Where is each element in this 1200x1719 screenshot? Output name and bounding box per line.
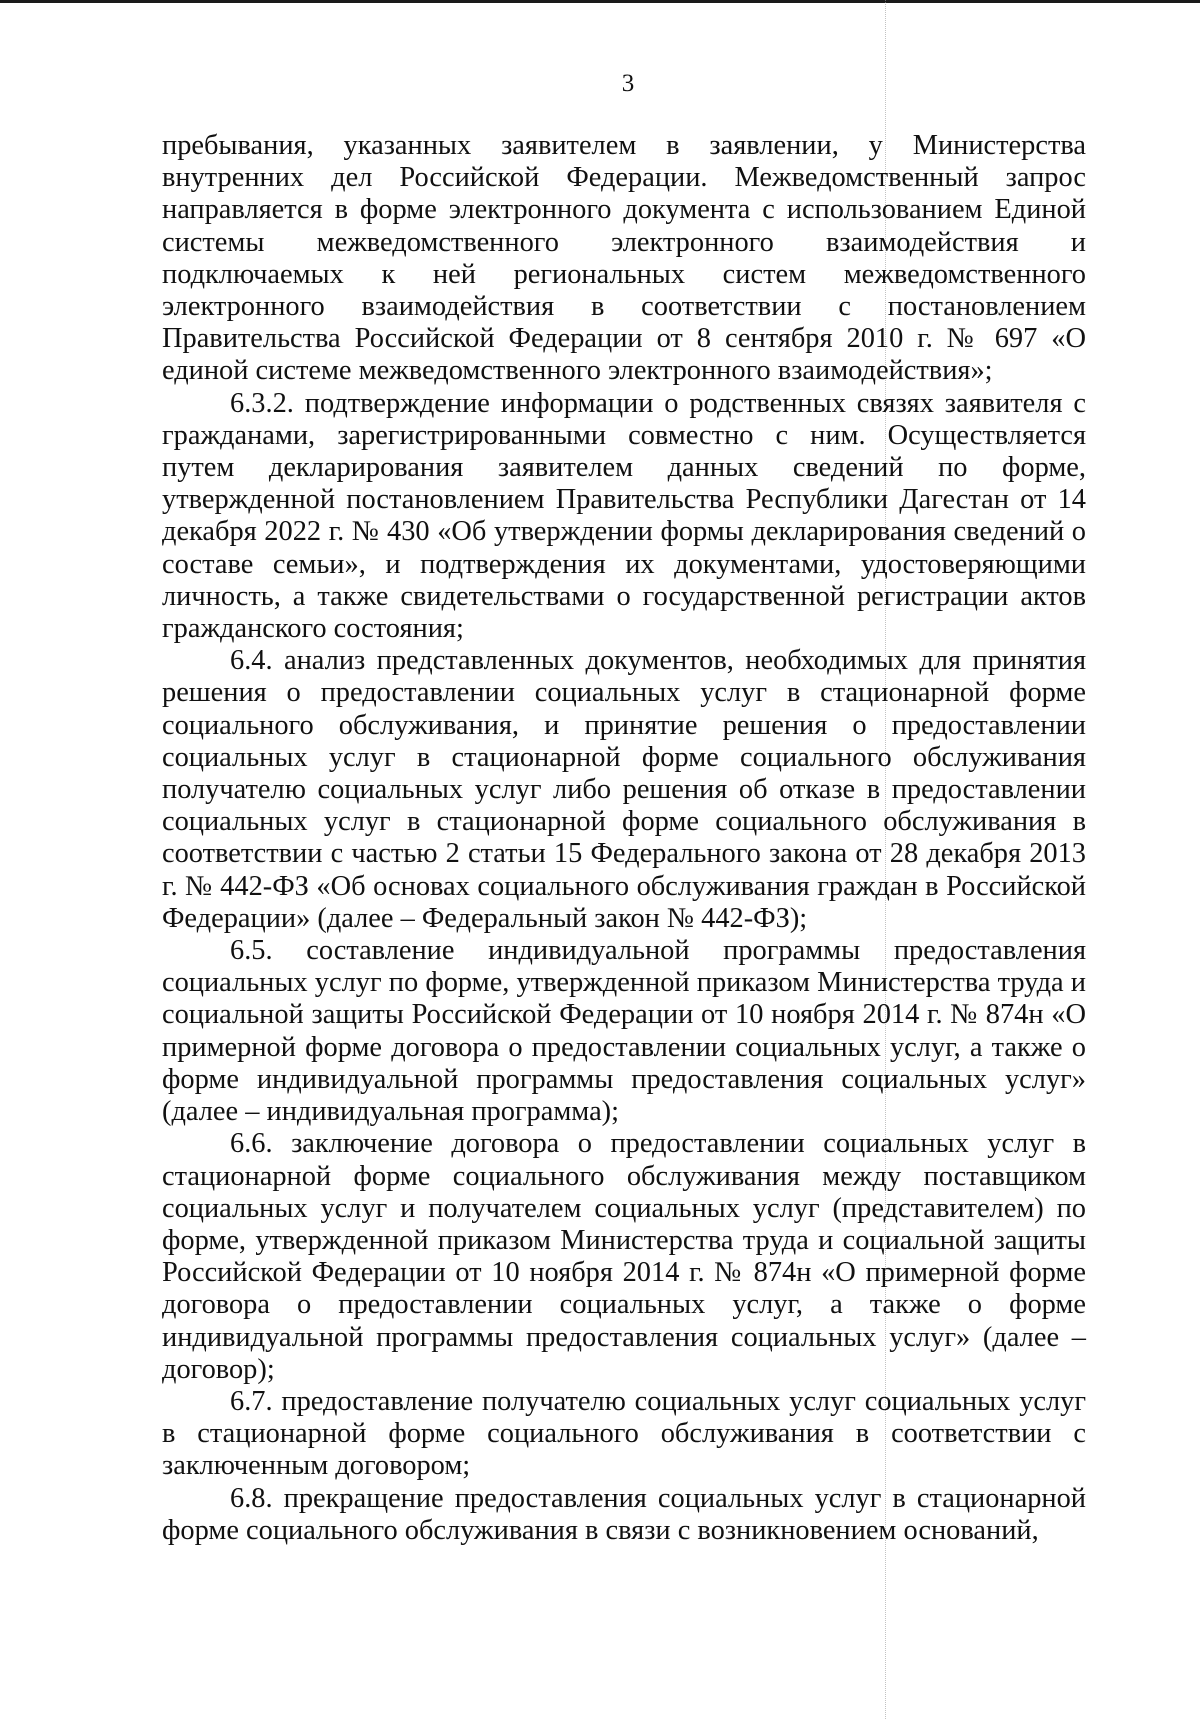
paragraph-continuation: пребывания, указанных заявителем в заявлении, у Министерства внутренних дел Российской Федерации. Межведомственный запрос направляется в форме электронного документа с использованием Единой системы межведомственного электронного взаимодействия и подключаемых к ней региональных систем межведомственного электронного взаимодействия в соответствии с постановлением Правительства Российской Федерации от 8 сентября 2010 г. № 697 «О единой системе межведомственного электронного взаимодействия»;	[162, 130, 1086, 387]
scan-edge	[0, 0, 1200, 3]
paragraph-6-8: 6.8. прекращение предоставления социальных услуг в стационарной форме социального обслуживания в связи с возникновением оснований,	[162, 1482, 1086, 1546]
page-number: 3	[621, 70, 635, 97]
document-body	[162, 130, 1086, 1547]
paragraph-6-4: 6.4. анализ представленных документов, необходимых для принятия решения о предоставлении социальных услуг в стационарной форме социального обслуживания, и принятие решения о предоставлении социальных услуг в стационарной форме социального обслуживания получателю социальных услуг либо решения об отказе в предоставлении социальных услуг в стационарной форме социального обслуживания в соответствии с частью 2 статьи 15 Федерального закона от 28 декабря 2013 г. № 442-ФЗ «Об основах социального обслуживания граждан в Российской Федерации» (далее – Федеральный закон № 442-ФЗ);	[162, 645, 1086, 934]
paragraph-6-3-2: 6.3.2. подтверждение информации о родственных связях заявителя с гражданами, зарегистрированными совместно с ним. Осуществляется путем декларирования заявителем данных сведений по форме, утвержденной постановлением Правительства Республики Дагестан от 14 декабря 2022 г. № 430 «Об утверждении формы декларирования сведений о составе семьи», и подтверждения их документами, удостоверяющими личность, а также свидетельствами о государственной регистрации актов гражданского состояния;	[162, 387, 1086, 645]
paragraph-6-6: 6.6. заключение договора о предоставлении социальных услуг в стационарной форме социального обслуживания между поставщиком социальных услуг и получателем социальных услуг (представителем) по форме, утвержденной приказом Министерства труда и социальной защиты Российской Федерации от 10 ноября 2014 г. № 874н «О примерной форме договора о предоставлении социальных услуг, а также о форме индивидуальной программы предоставления социальных услуг» (далее – договор);	[162, 1128, 1086, 1385]
paragraph-6-5: 6.5. составление индивидуальной программы предоставления социальных услуг по форме, утвержденной приказом Министерства труда и социальной защиты Российской Федерации от 10 ноября 2014 г. № 874н «О примерной форме договора о предоставлении социальных услуг, а также о форме индивидуальной программы предоставления социальных услуг» (далее – индивидуальная программа);	[162, 935, 1086, 1128]
paragraph-6-7: 6.7. предоставление получателю социальных услуг социальных услуг в стационарной форме социального обслуживания в соответствии с заключенным договором;	[162, 1385, 1086, 1482]
